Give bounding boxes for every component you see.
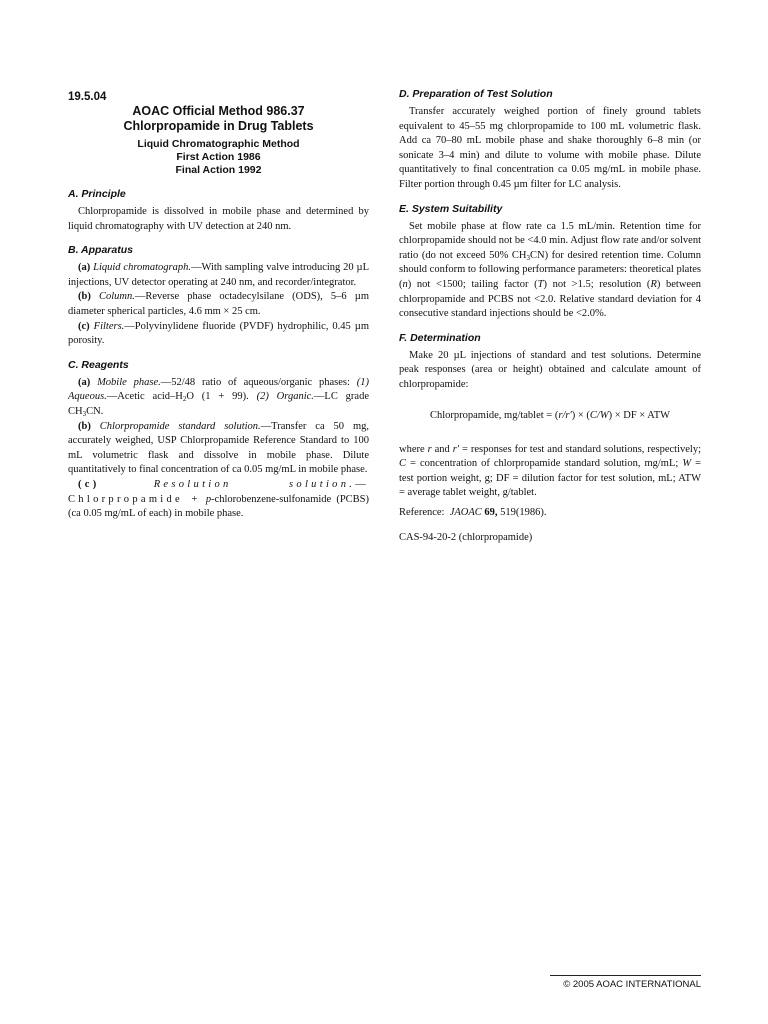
copyright-footer: © 2005 AOAC INTERNATIONAL (550, 975, 701, 990)
reagents-b-label: (b) (78, 420, 91, 432)
apparatus-a-name: Liquid chromatograph. (93, 262, 191, 274)
system-suitability-heading: E. System Suitability (399, 202, 503, 215)
apparatus-b-label: (b) (78, 291, 91, 303)
ss-T: T (537, 278, 544, 290)
test-solution-text: Transfer accurately weighed portion of finely ground tablets equivalent to 45–55 mg chlorpropamide to 100 mL volumetric flask. Add ca 70–80 mL mobile phase and shake thoroughly 6–8 min (or sonicate 3–4 min) and dilute to volume with mobile phase. Dilute quantitatively to final concentration ca 0.05 mg/mL in mobile phase. Filter portion through 0.45 µm filter for LC analysis. (399, 106, 701, 190)
reagents-a-name: Mobile phase. (97, 376, 161, 388)
apparatus-c-label: (c) (78, 320, 90, 332)
where-W: W (682, 458, 692, 470)
apparatus-a-text: —With sampling valve introducing 20 µL injections, UV detector operating at 240 nm, and recorder/integrator. (68, 262, 369, 288)
where-text1: where (399, 443, 428, 455)
reagents-a-num1: (1) (356, 376, 369, 388)
apparatus-item-a (68, 261, 369, 290)
apparatus-c-text: —Polyvinylidene fluoride (PVDF) hydrophilic, 0.45 µm porosity. (68, 320, 370, 347)
ss-R: R (650, 278, 657, 290)
system-suitability-text (399, 220, 701, 322)
reagents-c-label: (c) (78, 478, 100, 490)
apparatus-c-name: Filters. (93, 320, 125, 332)
reagents-heading: C. Reagents (68, 358, 129, 371)
where-r2: r′ (452, 443, 460, 455)
where-text4: = concentration of chlorpropamide standard solution, mg/mL; (406, 458, 683, 470)
principle-text: Chlorpropamide is dissolved in mobile phase and determined by liquid chromatography with UV detection at 240 nm. (68, 206, 369, 232)
reagents-a-text5: CN. (86, 405, 104, 417)
reagents-c-text1: —Chlorpropamide + (68, 478, 369, 505)
title-block (68, 104, 369, 177)
formula (399, 409, 701, 423)
reagents-c-p: p (205, 493, 212, 505)
ss-text3: ) not <1500; tailing factor ( (407, 278, 538, 290)
reagents-a-text3: O (1 + 99). (186, 391, 257, 403)
reagents-a-subscript3: 3 (82, 409, 87, 418)
reference (399, 506, 701, 521)
reagents-a-sub1: Aqueous. (68, 391, 107, 403)
formula-cw: C/W (589, 409, 609, 421)
principle-heading: A. Principle (68, 188, 126, 200)
where-text2: and (431, 443, 453, 455)
reagents-c-text2: -chlorobenzene-sulfonamide (PCBS) (ca 0.05 mg/mL of each) in mobile phase. (68, 493, 370, 520)
formula-mid: ) × ( (571, 409, 590, 421)
reagents-a-text4: —LC grade CH (68, 391, 369, 417)
reagents-a-text1: —52/48 ratio of aqueous/organic phases: (160, 376, 357, 388)
ss-text2: CN) for desired retention time. Column should conform to following performance parameters: theoretical plates ( (399, 249, 701, 290)
left-column (68, 88, 369, 522)
apparatus-a-label: (a) (78, 262, 91, 274)
apparatus-item-c (68, 320, 369, 349)
where-text (399, 443, 701, 501)
method-type: Liquid Chromatographic Method (137, 138, 300, 150)
ss-subscript: 3 (526, 253, 531, 262)
final-action: Final Action 1992 (175, 164, 262, 176)
cas-number: CAS-94-20-2 (chlorpropamide) (399, 532, 533, 544)
reagents-item-b (68, 420, 369, 478)
reagents-a-text2: —Acetic acid–H (106, 391, 183, 403)
reagents-a-subscript2: 2 (182, 395, 187, 404)
where-text5: = test portion weight, g; DF = dilution factor for test solution, mL; ATW = average tablet weight, g/tablet. (399, 458, 702, 499)
method-title: Chlorpropamide in Drug Tablets (123, 119, 314, 133)
right-column (399, 88, 701, 546)
where-text3: = responses for test and standard solutions, respectively; (459, 443, 701, 455)
reagents-a-label: (a) (78, 376, 91, 388)
where-C: C (399, 458, 407, 470)
reagents-item-a (68, 376, 369, 420)
determination-text: Make 20 µL injections of standard and test solutions. Determine peak responses (area or height) obtained and calculate amount of chlorpropamide: (399, 349, 701, 390)
reagents-b-name: Chlorpropamide standard solution. (99, 420, 261, 432)
formula-right: ) × DF × ATW (608, 409, 671, 421)
apparatus-item-b (68, 290, 369, 319)
method-line: AOAC Official Method 986.37 (132, 104, 305, 118)
test-solution-heading: D. Preparation of Test Solution (399, 88, 553, 100)
ss-text4: ) not >1.5; resolution ( (543, 278, 651, 290)
reagents-c-name: Resolution solution. (153, 478, 356, 490)
first-action: First Action 1986 (176, 151, 261, 163)
determination-heading: F. Determination (399, 331, 481, 344)
formula-left: Chlorpropamide, mg/tablet = ( (429, 409, 559, 421)
reference-label: Reference: (399, 506, 450, 518)
where-r: r (427, 443, 432, 455)
ss-text5: ) between chlorpropamide and PCBS not <2.0. Relative standard deviation for 4 consecutive standard injections should be <2.0%. (399, 278, 701, 320)
reference-rest: 519(1986). (497, 506, 547, 518)
apparatus-b-text: —Reverse phase octadecylsilane (ODS), 5–6 µm diameter spherical particles, 4.6 mm × 25 cm. (68, 291, 369, 317)
ss-n: n (402, 278, 408, 290)
ss-text1: Set mobile phase at flow rate ca 1.5 mL/min. Retention time for chlorpropamide should not be <4.0 min. Adjust flow rate and/or solvent ratio (do not exceed 50% CH (399, 220, 701, 261)
reagents-b-text: —Transfer ca 50 mg, accurately weighed, USP Chlorpropamide Reference Standard to 100 mL volumetric flask and dissolve in mobile phase. Dilute quantitatively to final concentration of ca 0.05 mg/mL in mobile phase. (68, 420, 370, 476)
reagents-a-sub2: Organic. (268, 391, 314, 403)
section-number: 19.5.04 (68, 91, 107, 103)
reagents-item-c (68, 478, 369, 522)
apparatus-heading: B. Apparatus (68, 244, 133, 257)
reagents-a-num2: (2) (256, 391, 269, 403)
formula-r: r/r′ (558, 409, 572, 421)
reference-volume: 69, (481, 506, 498, 518)
reference-journal: JAOAC (449, 506, 482, 518)
apparatus-b-name: Column. (98, 291, 135, 303)
